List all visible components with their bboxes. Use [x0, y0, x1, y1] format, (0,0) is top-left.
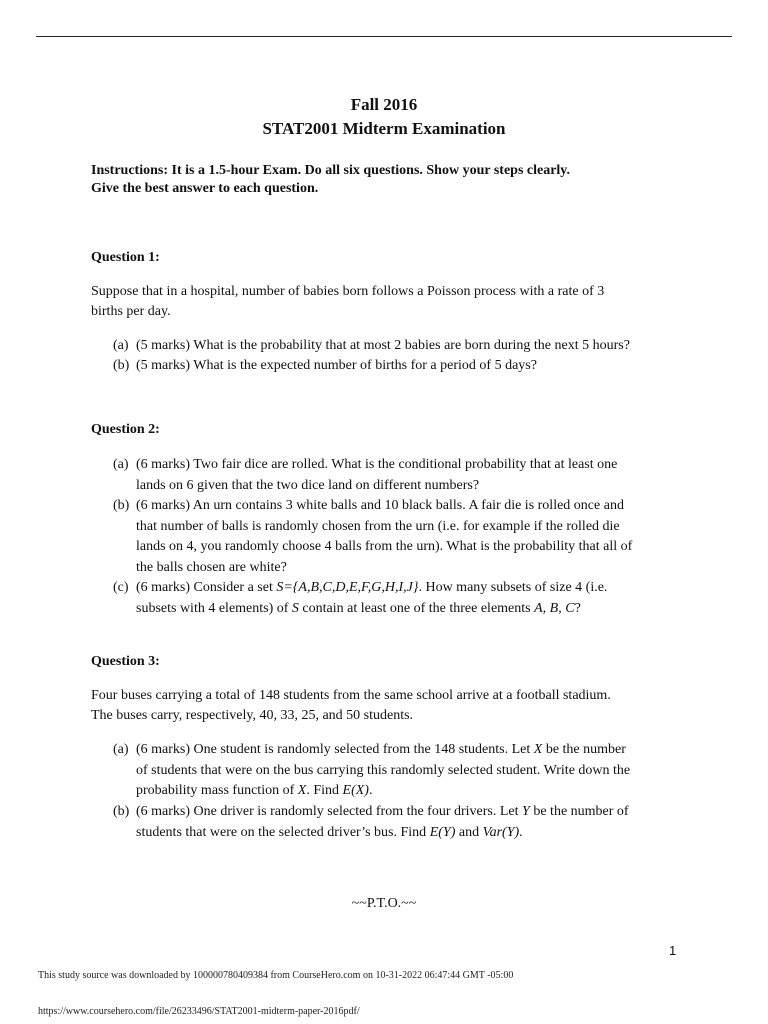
- question-3-part-b: [113, 802, 683, 843]
- text-run: students that were on the selected driver’s bus. Find: [136, 824, 430, 840]
- text-run: .: [368, 783, 373, 798]
- element-list: A, B, C: [534, 600, 575, 616]
- text-run: . Find: [306, 783, 343, 798]
- question-1-part-b: [113, 356, 683, 377]
- part-text: [136, 740, 683, 802]
- question-2-part-b: [113, 496, 683, 578]
- part-line: (6 marks) An urn contains 3 white balls and 10 black balls. A fair die is rolled once and: [136, 498, 624, 513]
- question-2-heading: Question 2:: [91, 422, 160, 437]
- instructions-line-1: Instructions: It is a 1.5-hour Exam. Do all six questions. Show your steps clearly.: [91, 163, 571, 178]
- expectation: E(X): [342, 783, 369, 798]
- part-label: (a): [113, 742, 129, 757]
- page-number: 1: [669, 943, 677, 958]
- part-text: [136, 802, 683, 843]
- question-3-intro-line: The buses carry, respectively, 40, 33, 25, and 50 students.: [91, 708, 414, 723]
- question-3-heading: Question 3:: [91, 654, 160, 669]
- text-run: contain at least one of the three elements: [298, 600, 535, 616]
- exam-title: STAT2001 Midterm Examination: [262, 119, 506, 138]
- variable: X: [297, 783, 307, 798]
- part-label: (a): [113, 457, 129, 472]
- part-line: (6 marks) Two fair dice are rolled. What is the conditional probability that at least one: [136, 457, 618, 472]
- text-run: (6 marks) One student is randomly selected from the 148 students. Let: [136, 742, 534, 757]
- variable: X: [533, 742, 543, 757]
- part-line: lands on 6 given that the two dice land on different numbers?: [136, 477, 480, 493]
- text-run: of students that were on the bus carrying this randomly selected student. Write down the: [136, 762, 631, 778]
- variance: Var(Y): [482, 824, 520, 840]
- download-notice: This study source was downloaded by 100000780409384 from CourseHero.com on 10-31-2022 06:47:44 GMT -05:00: [38, 970, 514, 981]
- question-1-intro-line: Suppose that in a hospital, number of babies born follows a Poisson process with a rate of 3: [91, 284, 605, 299]
- variable: Y: [522, 804, 530, 819]
- question-1-heading: Question 1:: [91, 250, 160, 265]
- text-run: probability mass function of: [136, 783, 298, 798]
- instructions-line-2: Give the best answer to each question.: [91, 181, 319, 196]
- question-2-part-a: [113, 455, 683, 496]
- part-text: [136, 496, 683, 578]
- text-run: . How many subsets of size 4 (i.e.: [418, 580, 608, 595]
- part-label: (b): [113, 498, 130, 513]
- top-rule: [36, 36, 732, 37]
- text-run: subsets with 4 elements) of: [136, 600, 292, 616]
- question-3-intro-line: Four buses carrying a total of 148 students from the same school arrive at a football stadium.: [91, 688, 611, 703]
- part-text: (5 marks) What is the expected number of births for a period of 5 days?: [136, 358, 537, 373]
- part-text: [136, 578, 683, 619]
- text-run: (6 marks) Consider a set: [136, 580, 277, 595]
- question-3-part-a: [113, 740, 683, 802]
- text-run: be the number of: [529, 804, 629, 819]
- please-turn-over: ~~P.T.O.~~: [351, 896, 417, 911]
- part-line: that number of balls is randomly chosen from the urn (i.e. for example if the rolled die: [136, 518, 620, 534]
- question-1-intro: [91, 282, 661, 322]
- text-run: ?: [574, 600, 581, 616]
- part-label: (a): [113, 338, 129, 353]
- text-run: be the number: [542, 742, 626, 757]
- question-3-intro: [91, 686, 661, 726]
- question-2-part-c: [113, 578, 683, 619]
- part-label: (c): [113, 580, 129, 595]
- source-url[interactable]: https://www.coursehero.com/file/26233496/STAT2001-midterm-paper-2016pdf/: [38, 1006, 360, 1017]
- part-text: [136, 455, 683, 496]
- set-symbol: S: [291, 600, 299, 616]
- part-line: the balls chosen are white?: [136, 559, 287, 575]
- question-1-intro-line: births per day.: [91, 304, 171, 319]
- part-text: (5 marks) What is the probability that at most 2 babies are born during the next 5 hours?: [136, 338, 630, 353]
- part-label: (b): [113, 804, 130, 819]
- part-line: lands on 4, you randomly choose 4 balls from the urn). What is the probability that all of: [136, 539, 633, 554]
- exam-term: Fall 2016: [350, 95, 418, 114]
- part-label: (b): [113, 358, 130, 373]
- text-run: .: [519, 824, 523, 840]
- question-1-part-a: [113, 336, 683, 357]
- expectation: E(Y): [429, 824, 456, 840]
- text-run: (6 marks) One driver is randomly selected from the four drivers. Let: [136, 804, 523, 819]
- set-notation: S={A,B,C,D,E,F,G,H,I,J}: [276, 580, 419, 595]
- text-run: and: [455, 824, 483, 840]
